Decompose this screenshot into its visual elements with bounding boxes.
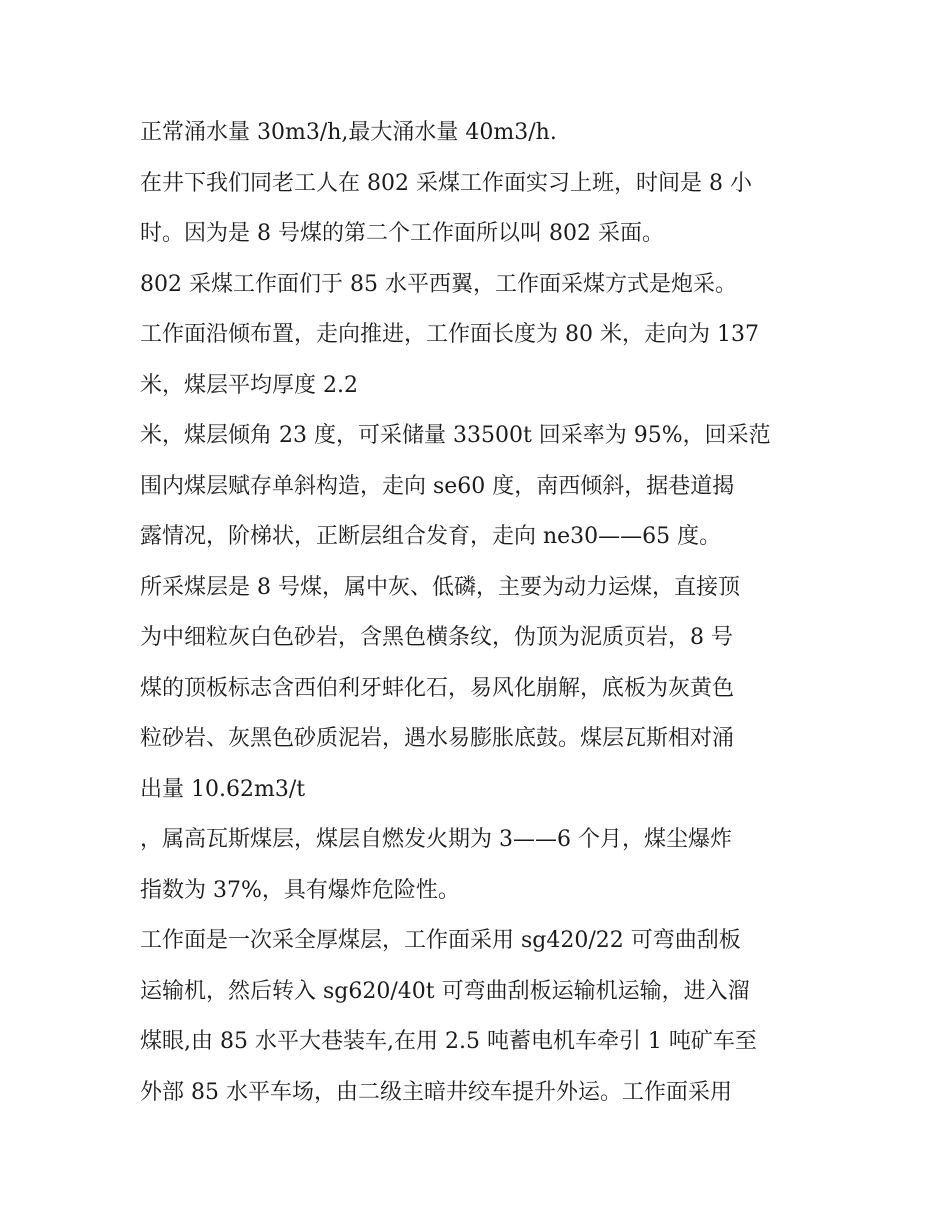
- text-line: 802 采煤工作面们于 85 水平西翼，工作面采煤方式是炮采。: [140, 271, 737, 297]
- text-line: 围内煤层赋存单斜构造，走向 se60 度，南西倾斜，据巷道揭: [140, 473, 735, 499]
- text-line: 工作面沿倾布置，走向推进，工作面长度为 80 米，走向为 137: [140, 322, 759, 347]
- text-line: 粒砂岩、灰黑色砂质泥岩，遇水易膨胀底鼓。煤层瓦斯相对涌: [140, 726, 735, 751]
- text-line: 正常涌水量 30m3/h,最大涌水量 40m3/h.: [140, 120, 557, 145]
- text-line: 煤眼,由 85 水平大巷装车,在用 2.5 吨蓄电机车牵引 1 吨矿车至: [140, 1029, 757, 1054]
- text-line: 所采煤层是 8 号煤，属中灰、低磷，主要为动力运煤，直接顶: [140, 574, 740, 600]
- text-line: 米，煤层倾角 23 度，可采储量 33500t 回采率为 95%，回采范: [140, 423, 771, 448]
- text-line: 煤的顶板标志含西伯利牙蚌化石，易风化崩解，底板为灰黄色: [140, 675, 735, 701]
- text-line: 外部 85 水平车场，由二级主暗井绞车提升外运。工作面采用: [140, 1079, 732, 1105]
- text-line: 工作面是一次采全厚煤层，工作面采用 sg420/22 可弯曲刮板: [140, 928, 741, 953]
- text-line: 米，煤层平均厚度 2.2: [140, 372, 358, 398]
- text-line: 指数为 37%，具有爆炸危险性。: [140, 877, 460, 903]
- text-line: 在井下我们同老工人在 802 采煤工作面实习上班，时间是 8 小: [140, 170, 752, 196]
- text-line: 时。因为是 8 号煤的第二个工作面所以叫 802 采面。: [140, 221, 664, 246]
- text-line: 出量 10.62m3/t: [140, 776, 306, 802]
- text-line: 运输机，然后转入 sg620/40t 可弯曲刮板运输机运输，进入溜: [140, 978, 750, 1004]
- text-line: 露情况，阶梯状，正断层组合发育，走向 ne30——65 度。: [140, 524, 722, 549]
- document-body: [140, 108, 820, 1118]
- text-line: 为中细粒灰白色砂岩，含黑色横条纹，伪顶为泥质页岩，8 号: [140, 625, 733, 650]
- text-line: ，属高瓦斯煤层，煤层自燃发火期为 3——6 个月，煤尘爆炸: [140, 827, 732, 852]
